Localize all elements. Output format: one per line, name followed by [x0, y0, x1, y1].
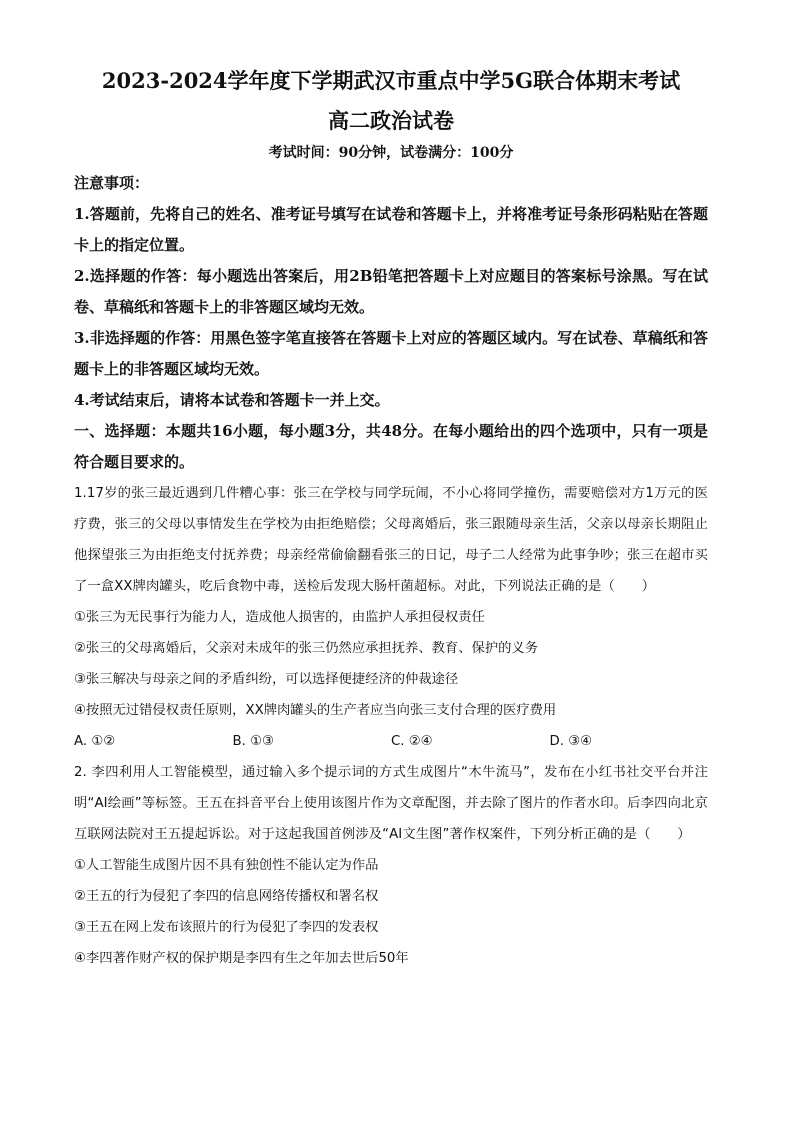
- question-statement: ②张三的父母离婚后，父亲对未成年的张三仍然应承担抚养、教育、保护的义务: [74, 641, 539, 656]
- notice-item: 1.答题前，先将自己的姓名、准考证号填写在试卷和答题卡上，并将准考证号条形码粘贴在答题卡上的指定位置。: [74, 205, 708, 254]
- choice-d: D. ③④: [549, 734, 593, 749]
- choice-b: B. ①③: [232, 734, 274, 749]
- choice-c: C. ②④: [391, 734, 433, 749]
- question-stem: 1.17岁的张三最近遇到几件糟心事：张三在学校与同学玩闹，不小心将同学撞伤，需要赔偿对方1万元的医疗费，张三的父母以事情发生在学校为由拒绝赔偿；父母离婚后，张三跟随母亲生活，父亲以母亲长期阻止他探望张三为由拒绝支付抚养费；母亲经常偷偷翻看张三的日记，母子二人经常为此事争吵；张三在超市买了一盒XX牌肉罐头，吃后食物中毒，送检后发现大肠杆菌超标。对此，下列说法正确的是（ ）: [74, 486, 708, 594]
- question-statement: ④李四著作财产权的保护期是李四有生之年加去世后50年: [74, 951, 409, 966]
- question-1: [74, 478, 708, 757]
- notice-section: [74, 168, 708, 416]
- answer-choices: [74, 726, 708, 757]
- notice-item: 2.选择题的作答：每小题选出答案后，用2B铅笔把答题卡上对应题目的答案标号涂黑。写在试卷、草稿纸和答题卡上的非答题区域均无效。: [74, 267, 708, 316]
- notice-item: 3.非选择题的作答：用黑色签字笔直接答在答题卡上对应的答题区域内。写在试卷、草稿纸和答题卡上的非答题区域均无效。: [74, 329, 708, 378]
- question-statement: ③王五在网上发布该照片的行为侵犯了李四的发表权: [74, 920, 379, 935]
- section-heading: 一、选择题：本题共16小题，每小题3分，共48分。在每小题给出的四个选项中，只有一项是符合题目要求的。: [74, 422, 708, 471]
- question-statement: ②王五的行为侵犯了李四的信息网络传播权和署名权: [74, 889, 379, 904]
- question-statement: ①人工智能生成图片因不具有独创性不能认定为作品: [74, 858, 379, 873]
- question-2: [74, 757, 708, 974]
- exam-meta: 考试时间：90分钟，试卷满分：100分: [268, 145, 514, 161]
- question-statement: ③张三解决与母亲之间的矛盾纠纷，可以选择便捷经济的仲裁途径: [74, 672, 459, 687]
- notice-item: 4.考试结束后，请将本试卷和答题卡一并上交。: [74, 391, 390, 409]
- exam-title: 2023-2024学年度下学期武汉市重点中学5G联合体期末考试: [101, 68, 681, 93]
- question-statement: ①张三为无民事行为能力人，造成他人损害的，由监护人承担侵权责任: [74, 610, 485, 625]
- choice-a: A. ①②: [74, 734, 116, 749]
- question-stem: 2. 李四利用人工智能模型，通过输入多个提示词的方式生成图片“木牛流马”，发布在小红书社交平台并注明“AI绘画”等标签。王五在抖音平台上使用该图片作为文章配图，并去除了图片的作者水印。后李四向北京互联网法院对王五提起诉讼。对于这起我国首例涉及“AI文生图”著作权案件，下列分析正确的是（ ）: [74, 765, 708, 842]
- exam-subtitle: 高二政治试卷: [328, 108, 454, 133]
- question-statement: ④按照无过错侵权责任原则，XX牌肉罐头的生产者应当向张三支付合理的医疗费用: [74, 703, 557, 718]
- notice-heading: 注意事项：: [74, 174, 150, 192]
